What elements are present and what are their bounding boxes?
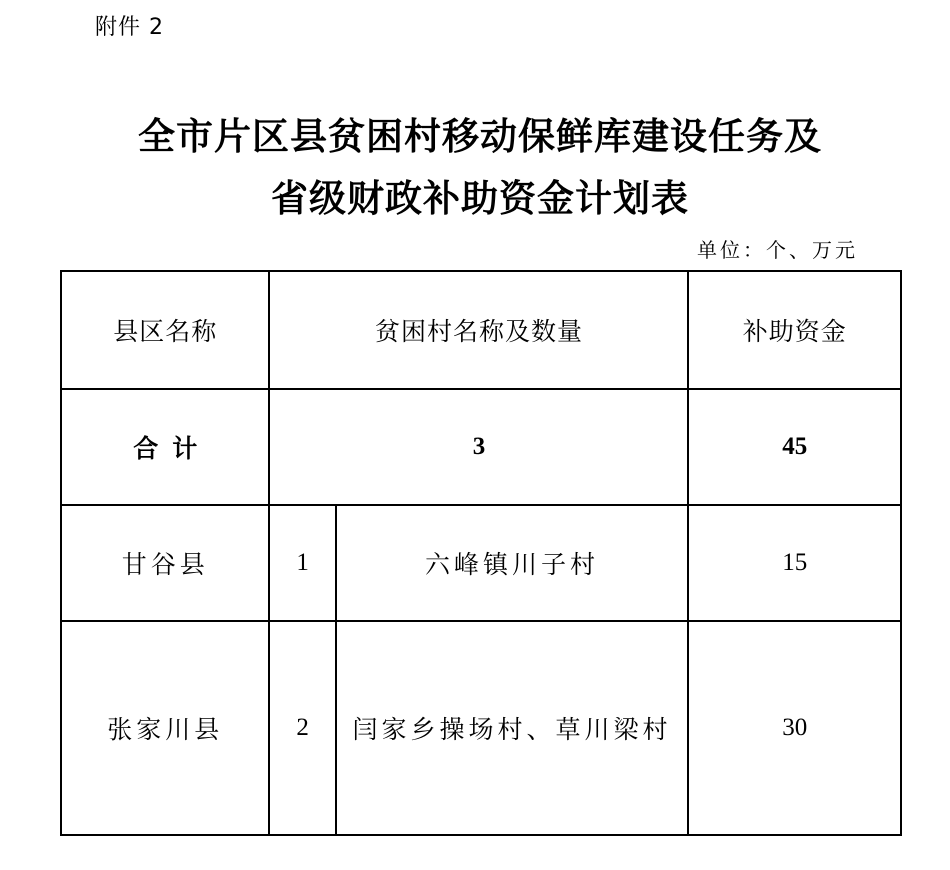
funds-amount: 15 — [688, 505, 901, 621]
attachment-label: 附件 2 — [95, 15, 164, 40]
funding-plan-table — [60, 270, 902, 836]
village-names: 闫家乡操场村、草川梁村 — [336, 621, 689, 835]
header-county: 县区名称 — [61, 271, 269, 389]
village-count: 1 — [269, 505, 335, 621]
county-name: 甘谷县 — [61, 505, 269, 621]
village-names: 六峰镇川子村 — [336, 505, 689, 621]
village-count: 2 — [269, 621, 335, 835]
document-title-line-2: 省级财政补助资金计划表 — [271, 177, 689, 220]
header-villages: 贫困村名称及数量 — [269, 271, 688, 389]
unit-note: 单位：个、万元 — [697, 238, 858, 262]
table-row — [61, 505, 901, 621]
document-title-line-1: 全市片区县贫困村移动保鲜库建设任务及 — [138, 115, 822, 158]
header-funds: 补助资金 — [688, 271, 901, 389]
total-funds: 45 — [688, 389, 901, 505]
table-row — [61, 621, 901, 835]
total-village-count: 3 — [269, 389, 688, 505]
total-label: 合计 — [61, 389, 269, 505]
table-total-row — [61, 389, 901, 505]
county-name: 张家川县 — [61, 621, 269, 835]
table-header-row — [61, 271, 901, 389]
funds-amount: 30 — [688, 621, 901, 835]
